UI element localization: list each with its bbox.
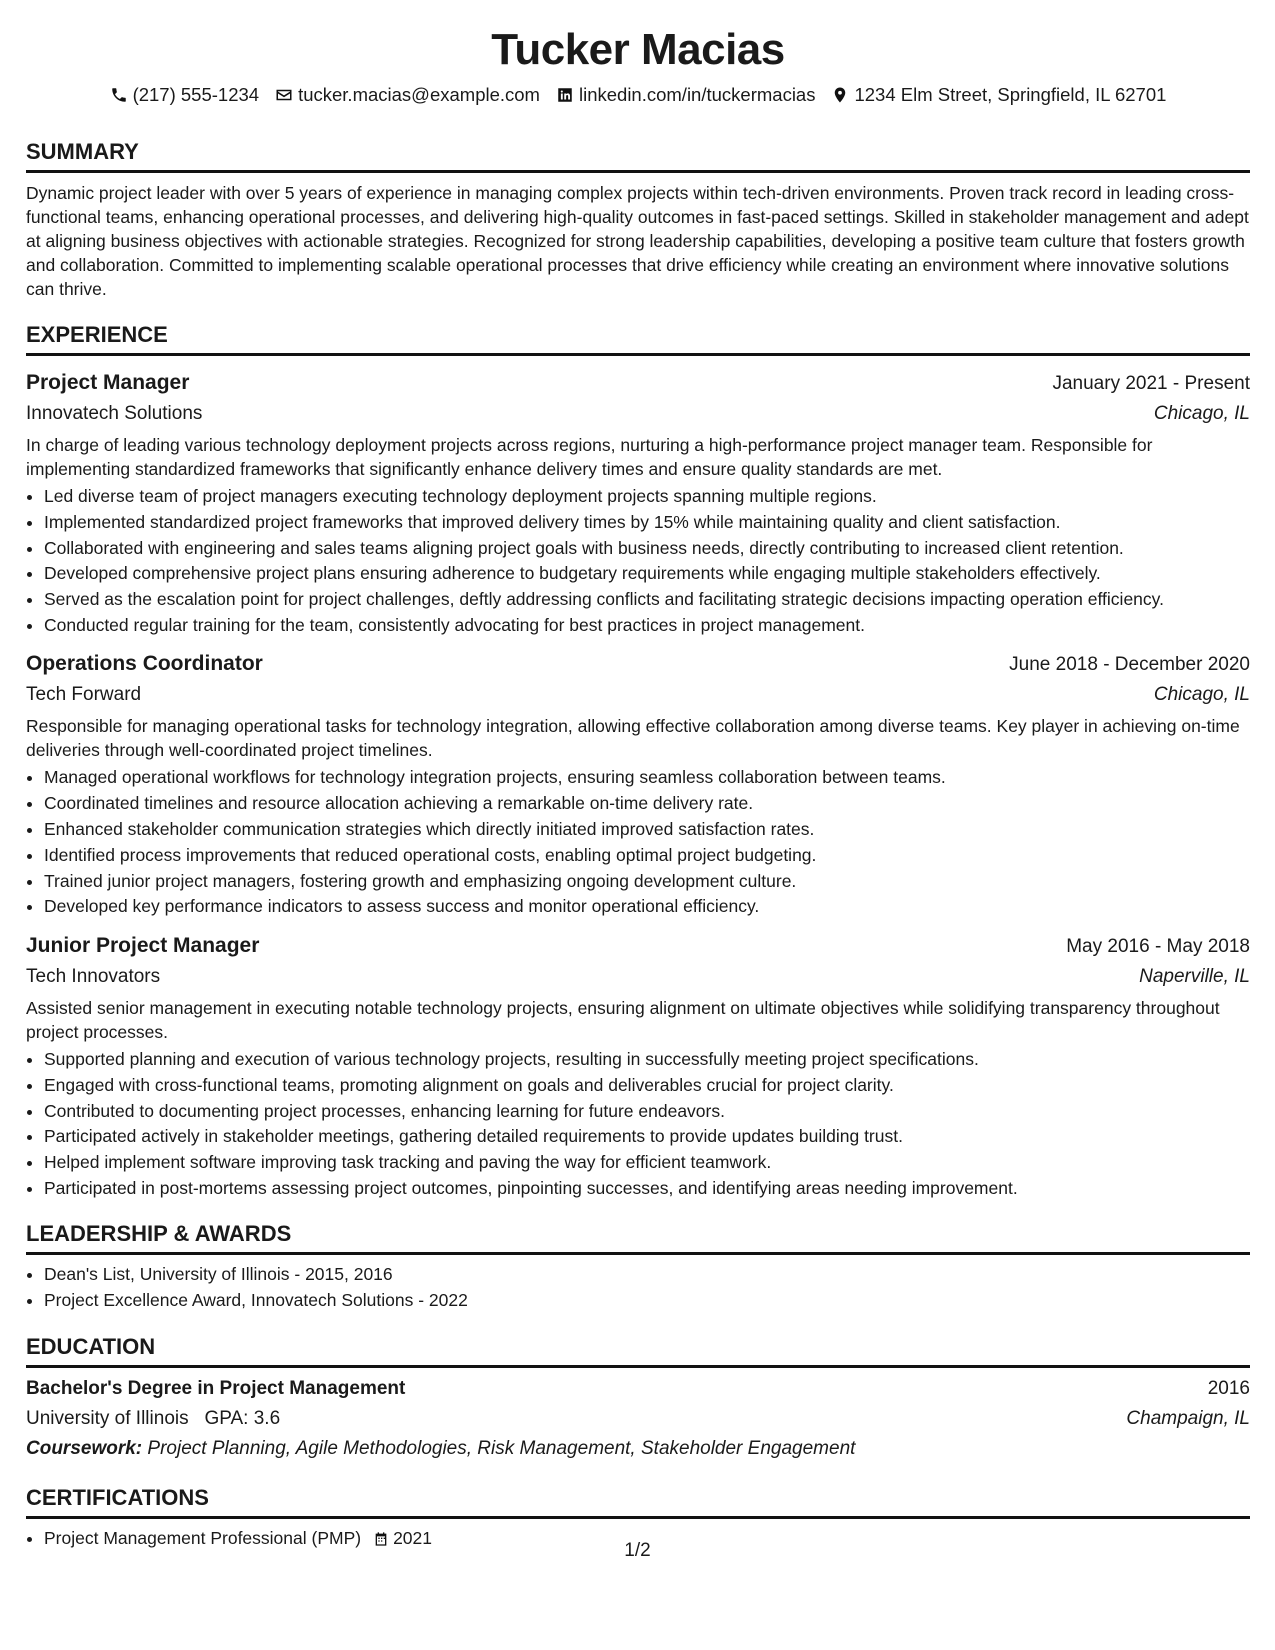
coursework [26,1434,1250,1464]
certification-name: • Project Management Professional (PMP) [44,1527,362,1548]
list-item: • Developed key performance indicators to assess success and monitor operational efficiency. [44,895,1250,919]
job-location: Naperville, IL [1139,965,1250,987]
list-item: • Dean's List, University of Illinois - 2015, 2016 [44,1263,1250,1287]
job-dates: January 2021 - Present [1052,373,1250,394]
company-name: Tech Forward [26,684,142,706]
job-title: Project Manager [26,371,190,394]
gpa: GPA: 3.6 [204,1407,281,1429]
job-bullets [26,766,1250,918]
contact-bar [26,82,1250,108]
envelope-icon [275,86,293,104]
awards-list [26,1263,1250,1312]
education-section [26,1333,1250,1464]
list-item: • Helped implement software improving task tracking and paving the way for efficient teamwork. [44,1151,1250,1175]
list-item: • Engaged with cross-functional teams, promoting alignment on goals and deliverables crucial for project clarity. [44,1074,1250,1098]
list-item: • Participated actively in stakeholder meetings, gathering detailed requirements to provide updates building trust. [44,1125,1250,1149]
job-dates: June 2018 - December 2020 [1009,654,1250,676]
job-dates: May 2016 - May 2018 [1066,935,1250,957]
company-name: Tech Innovators [26,965,161,987]
job-title: Junior Project Manager [26,933,260,957]
list-item: • Managed operational workflows for technology integration projects, ensuring seamless collaboration between teams. [44,766,1250,790]
school-location: Champaign, IL [1126,1407,1250,1429]
list-item: • Participated in post-mortems assessing project outcomes, pinpointing successes, and identifying areas needing improvement. [44,1177,1250,1201]
job-title: Operations Coordinator [26,652,263,676]
list-item: • Collaborated with engineering and sales teams aligning project goals with business needs, directly contributing to increased client retention. [44,537,1250,561]
job-description: Responsible for managing operational tasks for technology integration, allowing effective collaboration among diverse teams. Key player in achieving on-time deliveries through well-coordinated project timelines. [26,716,1240,761]
certification-year: 2021 [393,1527,433,1548]
list-item: • Led diverse team of project managers executing technology deployment projects spanning multiple regions. [44,485,1250,509]
list-item: • Identified process improvements that reduced operational costs, enabling optimal project budgeting. [44,844,1250,868]
coursework-list: Project Planning, Agile Methodologies, Risk Management, Stakeholder Engagement [147,1437,856,1459]
job-description: In charge of leading various technology deployment projects across regions, nurturing a high-performance project manager team. Responsible for implementing standardized frameworks that significantly enhance delivery times and ensure quality standards are met. [26,435,1153,479]
page-number: 1/2 [624,1540,651,1561]
list-item: • Contributed to documenting project processes, enhancing learning for future endeavors. [44,1100,1250,1124]
coursework-label: Coursework: [26,1437,143,1459]
linkedin-icon [556,86,574,104]
email-text: tucker.macias@example.com [298,84,540,105]
school-info [26,1404,280,1434]
candidate-name: Tucker Macias [491,25,785,74]
section-title-experience: EXPERIENCE [26,321,1250,356]
contact-phone [110,82,260,108]
degree-name: Bachelor's Degree in Project Management [26,1377,406,1399]
list-item: • Coordinated timelines and resource allocation achieving a remarkable on-time delivery rate. [44,792,1250,816]
company-name: Innovatech Solutions [26,403,203,424]
phone-text: (217) 555-1234 [132,84,260,105]
resume-page [26,22,1250,1553]
job-description: Assisted senior management in executing notable technology projects, ensuring alignment on ultimate objectives while solidifying transparency throughout project processes. [26,997,1220,1042]
phone-icon [110,86,128,104]
graduation-year: 2016 [1207,1377,1250,1399]
map-pin-icon [831,86,849,104]
school-name: University of Illinois [26,1407,189,1429]
job-entry [26,368,1250,637]
list-item: • Conducted regular training for the team, consistently advocating for best practices in project management. [44,614,1250,638]
list-item: • Implemented standardized project frameworks that improved delivery times by 15% while maintaining quality and client satisfaction. [44,511,1250,535]
list-item: • Developed comprehensive project plans ensuring adherence to budgetary requirements while engaging multiple stakeholders effectively. [44,562,1250,586]
job-entry [26,931,1250,1200]
job-bullets [26,1048,1250,1200]
list-item: • Enhanced stakeholder communication strategies which directly initiated improved satisfaction rates. [44,818,1250,842]
section-title-certifications: CERTIFICATIONS [26,1484,1250,1519]
list-item: • Project Excellence Award, Innovatech Solutions - 2022 [44,1289,1250,1313]
job-location: Chicago, IL [1153,403,1250,424]
section-title-summary: SUMMARY [26,138,1250,173]
job-bullets [26,485,1250,637]
section-title-education: EDUCATION [26,1333,1250,1368]
list-item: • Trained junior project managers, fostering growth and emphasizing ongoing development culture. [44,870,1250,894]
job-location: Chicago, IL [1153,684,1250,706]
summary-section [26,138,1250,301]
list-item: • Served as the escalation point for project challenges, deftly addressing conflicts and facilitating strategic decisions impacting operation efficiency. [44,588,1250,612]
job-entry [26,649,1250,918]
awards-section [26,1220,1250,1312]
address-text: 1234 Elm Street, Springfield, IL 62701 [854,84,1167,105]
section-title-awards: LEADERSHIP & AWARDS [26,1220,1250,1255]
summary-text: Dynamic project leader with over 5 years of experience in managing complex projects within tech-driven environments. Proven track record in leading cross-functional teams, enhancing operational processes, and delivering high-quality outcomes in fast-paced settings. Skilled in stakeholder management and adept at aligning business objectives with actionable strategies. Recognized for strong leadership capabilities, developing a positive team culture that fosters growth and collaboration. Committed to implementing scalable operational processes that drive efficiency while creating an environment where innovative solutions can thrive. [26,183,1249,299]
contact-email[interactable] [275,82,540,108]
experience-section [26,321,1250,1200]
contact-address [831,82,1166,108]
linkedin-text: linkedin.com/in/tuckermacias [578,84,816,105]
contact-linkedin[interactable] [556,82,815,108]
list-item: • Supported planning and execution of various technology projects, resulting in successfully meeting project specifications. [44,1048,1250,1072]
